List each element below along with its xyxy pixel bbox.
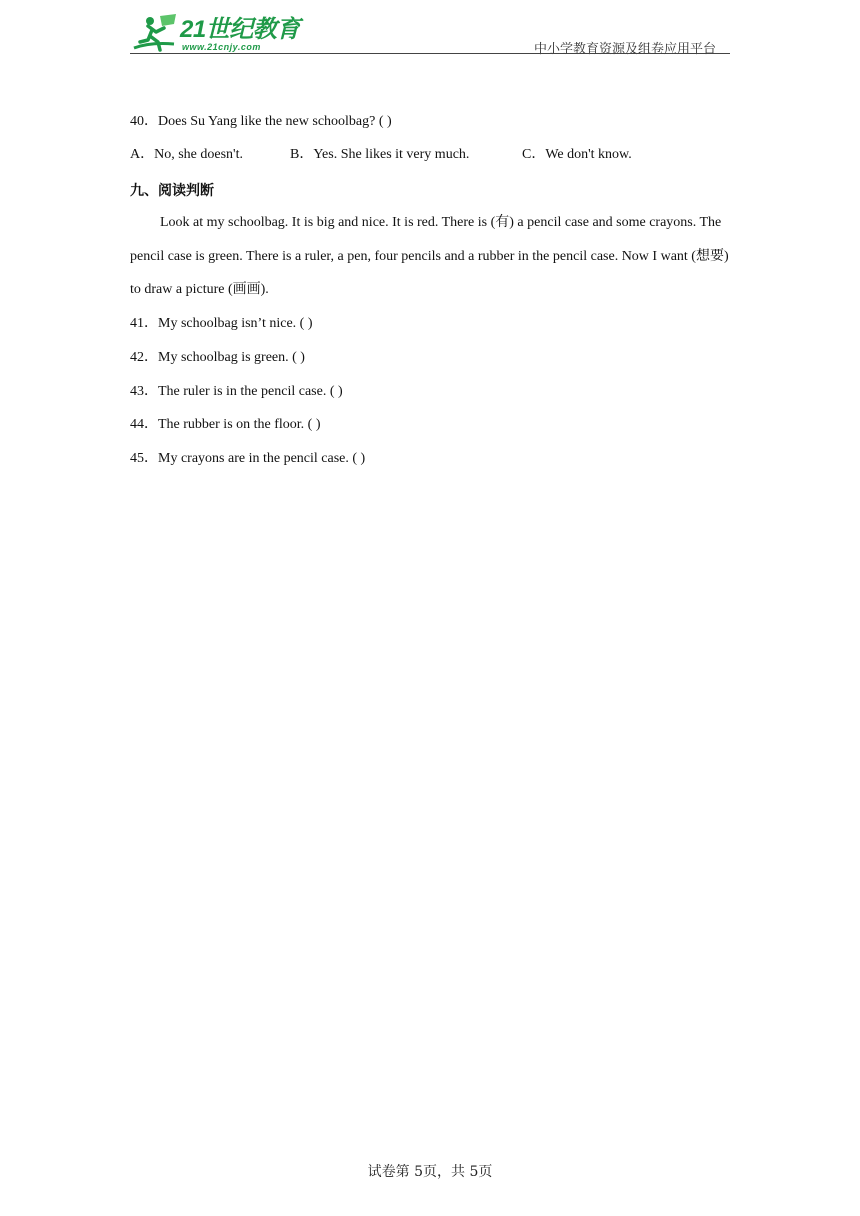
runner-logo-icon xyxy=(130,12,182,54)
option-c: C．We don't know. xyxy=(522,147,632,162)
question-40: 40．Does Su Yang like the new schoolbag? ( ) xyxy=(130,114,392,129)
option-b: B．Yes. She likes it very much. xyxy=(290,147,470,162)
logo-url: www.21cnjy.com xyxy=(182,42,261,52)
page-header xyxy=(130,10,730,56)
site-logo xyxy=(130,10,300,56)
site-name: 中小学教育资源及组卷应用平台 xyxy=(533,42,716,57)
reading-passage xyxy=(130,206,730,307)
header-divider xyxy=(130,53,730,54)
question-42: 42．My schoolbag is green. ( ) xyxy=(130,350,305,365)
option-a: A．No, she doesn't. xyxy=(130,147,243,162)
section-title: 九、阅读判断 xyxy=(130,183,214,199)
question-40-options xyxy=(130,145,730,165)
question-41: 41．My schoolbag isn’t nice. ( ) xyxy=(130,316,313,331)
question-45: 45．My crayons are in the pencil case. ( ) xyxy=(130,451,366,466)
question-44: 44．The rubber is on the floor. ( ) xyxy=(130,417,321,432)
page-footer: 试卷第 5页，共 5页 xyxy=(367,1164,493,1180)
logo-text: 21世纪教育 xyxy=(180,16,300,43)
passage-text: Look at my schoolbag. It is big and nice. It is red. There is (有) a pencil case and some crayons. The pencil case is green. There is a ruler, a pen, four pencils and a rubber in the pencil case. Now I want (想要) to draw a picture (画画). xyxy=(130,215,729,298)
question-43: 43．The ruler is in the pencil case. ( ) xyxy=(130,384,343,399)
